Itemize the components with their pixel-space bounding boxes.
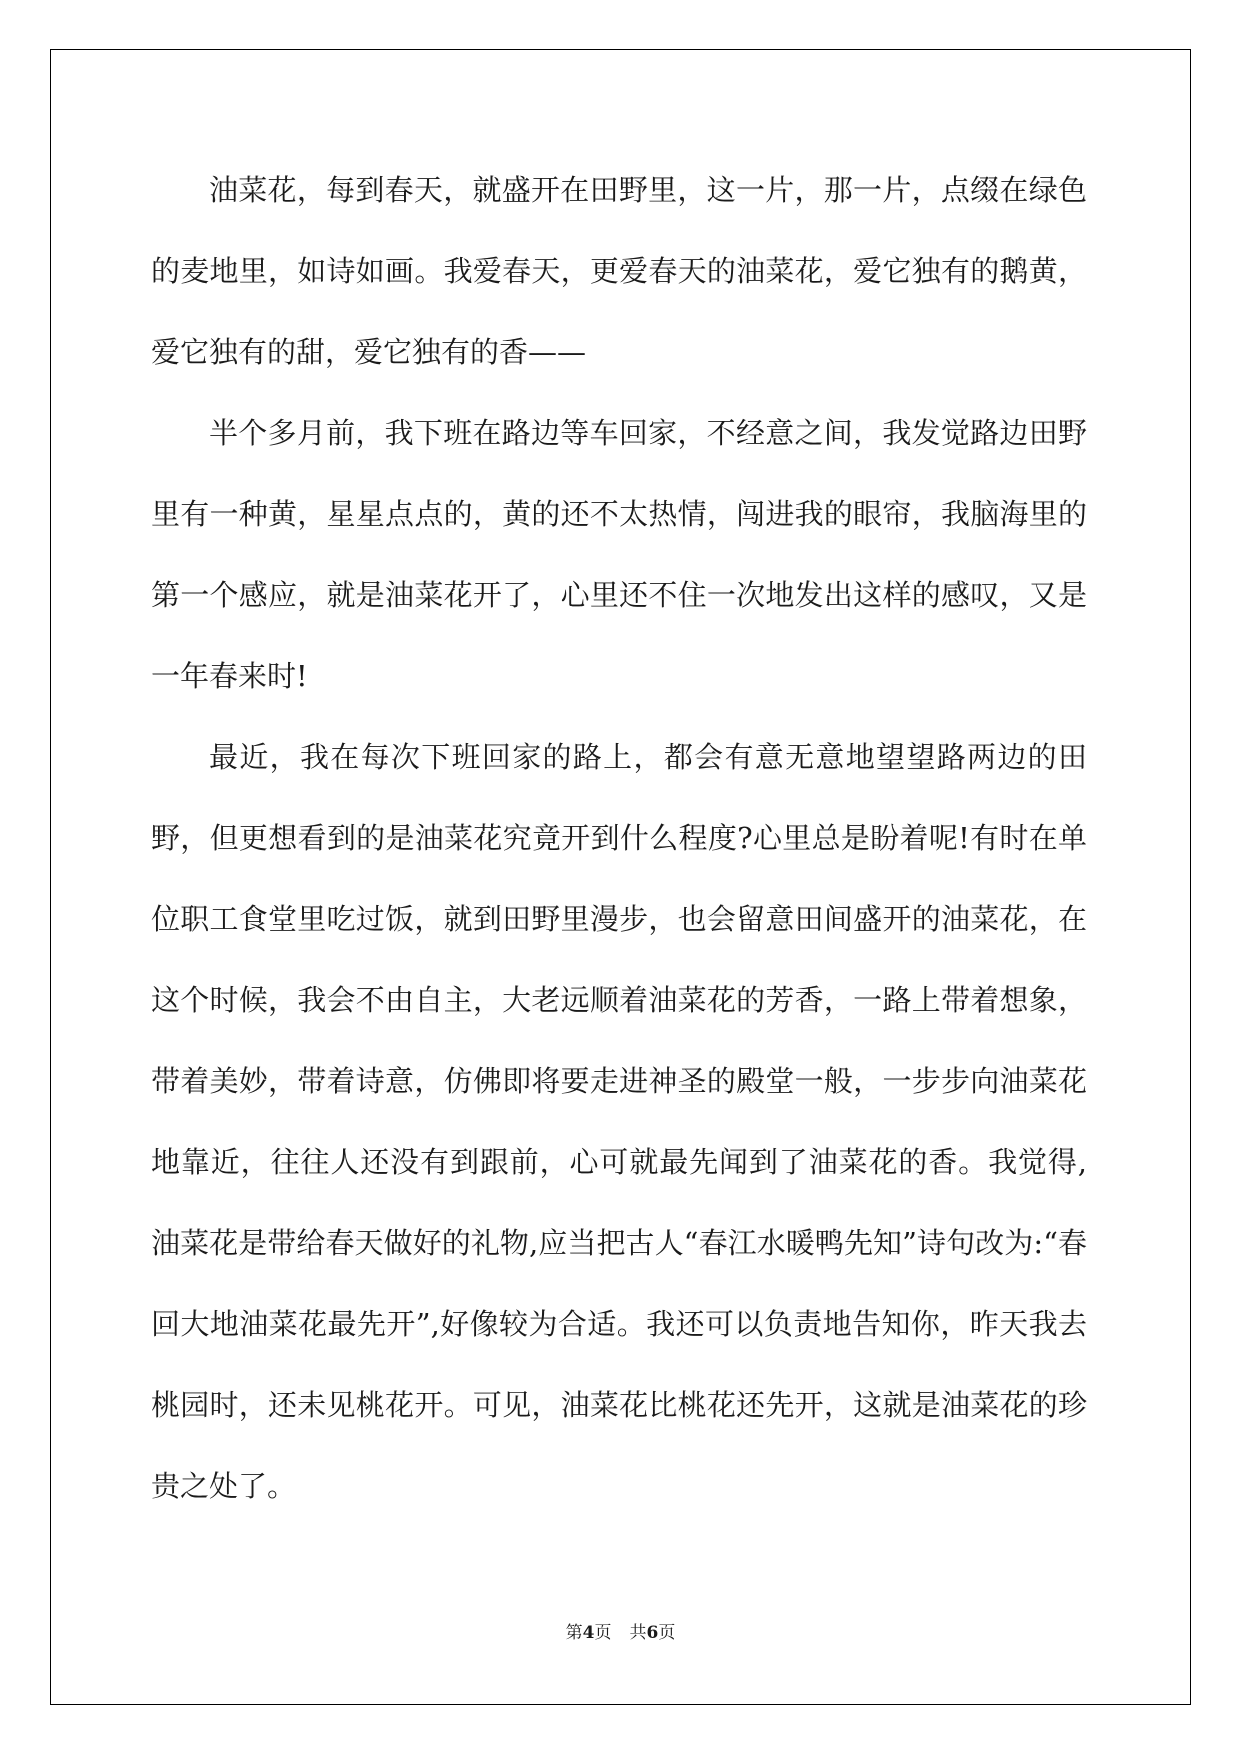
total-pages-number: 6 <box>646 1623 659 1643</box>
footer-total-prefix: 共 <box>629 1623 647 1643</box>
paragraph: 最近，我在每次下班回家的路上，都会有意无意地望望路两边的田野，但更想看到的是油菜花究竟开到什么程度?心里总是盼着呢!有时在单位职工食堂里吃过饭，就到田野里漫步，也会留意田间盛开的油菜花，在这个时候，我会不由自主，大老远顺着油菜花的芳香，一路上带着想象，带着美妙，带着诗意，仿佛即将要走进神圣的殿堂一般，一步步向油菜花地靠近，往往人还没有到跟前，心可就最先闻到了油菜花的香。我觉得,油菜花是带给春天做好的礼物,应当把古人“春江水暖鸭先知”诗句改为:“春回大地油菜花最先开”,好像较为合适。我还可以负责地告知你，昨天我去桃园时，还未见桃花开。可见，油菜花比桃花还先开，这就是油菜花的珍贵之处了。 <box>151 740 1087 1503</box>
footer-page-suffix: 页 <box>594 1623 612 1643</box>
footer-total-suffix: 页 <box>658 1623 676 1643</box>
paragraph: 油菜花，每到春天，就盛开在田野里，这一片，那一片，点缀在绿色的麦地里，如诗如画。我爱春天，更爱春天的油菜花，爱它独有的鹅黄，爱它独有的甜，爱它独有的香—— <box>151 173 1087 369</box>
footer-prefix: 第 <box>565 1623 583 1643</box>
document-body <box>151 150 1087 1527</box>
page-footer <box>0 1618 1241 1643</box>
paragraph: 半个多月前，我下班在路边等车回家，不经意之间，我发觉路边田野里有一种黄，星星点点的，黄的还不太热情，闯进我的眼帘，我脑海里的第一个感应，就是油菜花开了，心里还不住一次地发出这样的感叹，又是一年春来时! <box>151 416 1087 693</box>
current-page-number: 4 <box>582 1623 595 1643</box>
